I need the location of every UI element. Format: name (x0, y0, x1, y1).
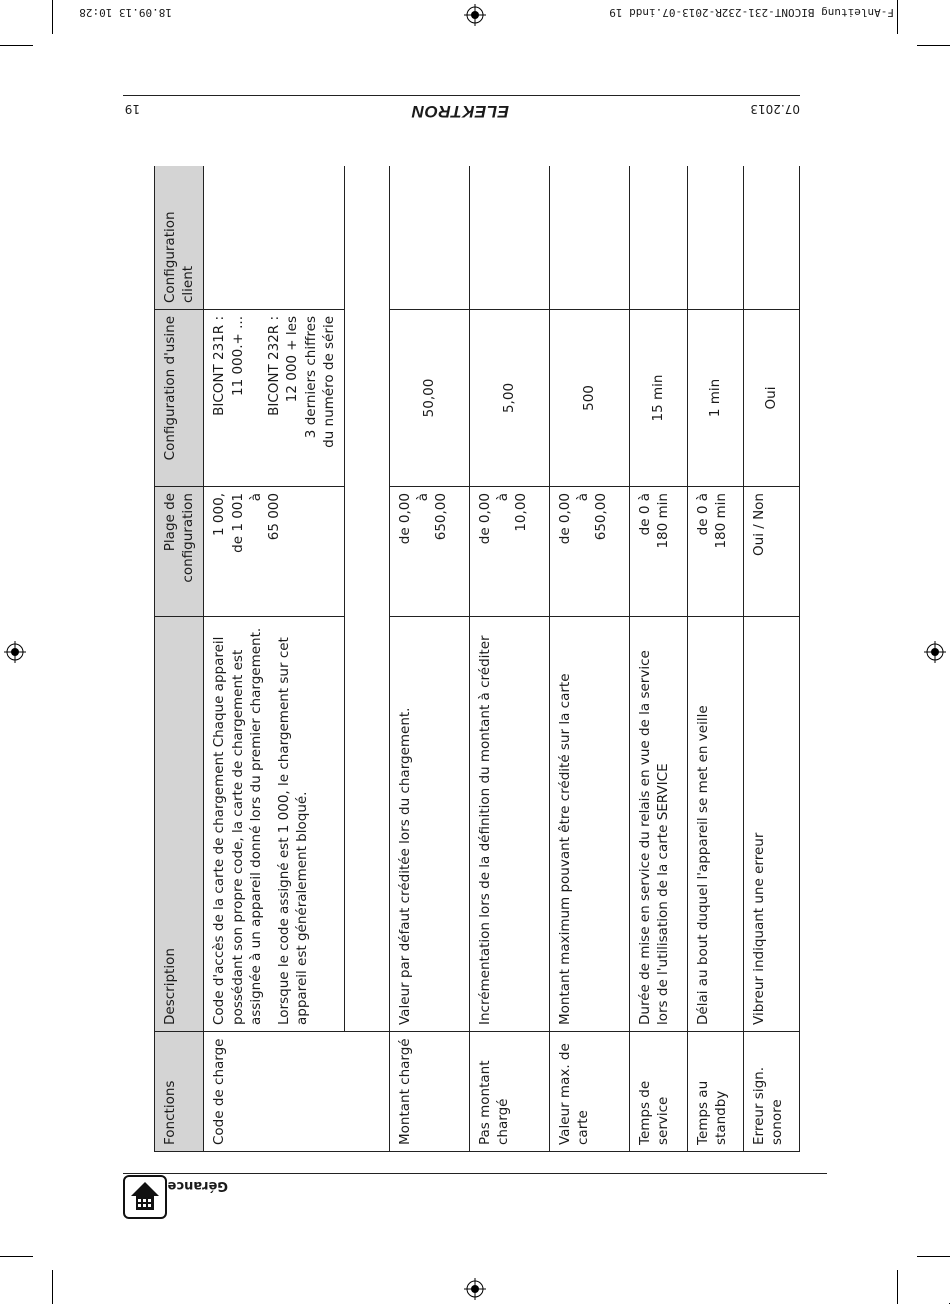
factory-cell: 500 (550, 310, 630, 487)
column-header-factory: Configuration d'usine (155, 310, 204, 487)
function-cell: Pas montant chargé (470, 1032, 550, 1152)
description-cell: Montant maximum pouvant être crédité sur la carte (550, 617, 630, 1032)
range-cell: 1 000, de 1 001 à 65 000 (204, 487, 345, 617)
client-cell (630, 166, 688, 310)
registration-mark-icon (4, 641, 26, 663)
description-cell: Incrémentation lors de la définition du montant à créditer (470, 617, 550, 1032)
description-paragraph: Code d'accès de la carte de chargement Chaque appareil possédant son propre code, la carte de chargement est assignée à un appareil donné lors du premier chargement. (211, 627, 264, 1025)
description-cell: Valeur par défaut créditée lors du chargement. (390, 617, 470, 1032)
brand-logo: ELEKTRON (411, 102, 509, 121)
registration-mark-icon (924, 641, 946, 663)
crop-mark (52, 1270, 53, 1304)
crop-mark (0, 1256, 33, 1257)
table-row (630, 166, 688, 1152)
client-cell (204, 166, 345, 310)
description-cell: Durée de mise en service du relais en vue de la service lors de l'utilisation de la carte SERVICE (630, 617, 688, 1032)
factory-cell: 15 min (630, 310, 688, 487)
configuration-table (154, 166, 800, 1152)
range-cell: de 0 à 180 min (688, 487, 744, 617)
page-number: 19 (124, 102, 140, 116)
client-cell (688, 166, 744, 310)
crop-mark (52, 0, 53, 34)
function-cell: Valeur max. de carte (550, 1032, 630, 1152)
footer-rule (123, 1173, 827, 1174)
description-cell: Délai au bout duquel l'appareil se met en veille (688, 617, 744, 1032)
range-cell: Oui / Non (744, 487, 800, 617)
factory-cell: Oui (744, 310, 800, 487)
client-cell (390, 166, 470, 310)
footer-section-title: Gérance (167, 1178, 228, 1193)
function-cell: Montant chargé (390, 1032, 470, 1152)
crop-mark (917, 45, 950, 46)
client-cell (744, 166, 800, 310)
range-cell: de 0 à 180 min (630, 487, 688, 617)
print-slug-filename: F-Anleitung BICONT-231-232R-2013-07.indd 19 (609, 6, 894, 19)
factory-cell: 1 min (688, 310, 744, 487)
crop-mark (897, 1270, 898, 1304)
table-row (550, 166, 630, 1152)
configuration-table-container (154, 166, 800, 1152)
table-row (470, 166, 550, 1152)
print-slug-timestamp: 18.09.13 10:28 (79, 6, 172, 19)
factory-cell: 50,00 (390, 310, 470, 487)
table-row (744, 166, 800, 1152)
column-header-description: Description (155, 617, 204, 1032)
column-header-range: Plage de configuration (155, 487, 204, 617)
table-header-row (155, 166, 204, 1152)
registration-mark-icon (464, 4, 486, 26)
function-cell: Temps de service (630, 1032, 688, 1152)
factory-cell: 5,00 (470, 310, 550, 487)
description-paragraph: Lorsque le code assigné est 1 000, le chargement sur cet appareil est généralement bloqué. (276, 637, 311, 1025)
range-cell: de 0,00 à 10,00 (470, 487, 550, 617)
function-cell: Temps au standby (688, 1032, 744, 1152)
header-date: 07.2013 (750, 102, 800, 116)
table-row (390, 166, 470, 1152)
table-row (204, 166, 345, 1152)
crop-mark (917, 1256, 950, 1257)
description-cell: Vibreur indiquant une erreur (744, 617, 800, 1032)
column-header-functions: Fonctions (155, 1032, 204, 1152)
crop-mark (0, 45, 33, 46)
column-header-client: Configuration client (155, 166, 204, 310)
description-cell (204, 617, 345, 1032)
building-arrow-down-icon (123, 1175, 167, 1219)
client-cell (470, 166, 550, 310)
crop-mark (897, 0, 898, 34)
header-rule (123, 95, 800, 96)
registration-mark-icon (464, 1278, 486, 1300)
range-cell: de 0,00 à 650,00 (390, 487, 470, 617)
range-cell: de 0,00 à 650,00 (550, 487, 630, 617)
function-cell: Erreur sign. sonore (744, 1032, 800, 1152)
function-cell: Code de charge (204, 1032, 390, 1152)
client-cell (550, 166, 630, 310)
factory-cell: BICONT 231R : 11 000.+ ... BICONT 232R : 12 000 + les 3 derniers chiffres du numéro de série (204, 310, 345, 487)
table-row (688, 166, 744, 1152)
